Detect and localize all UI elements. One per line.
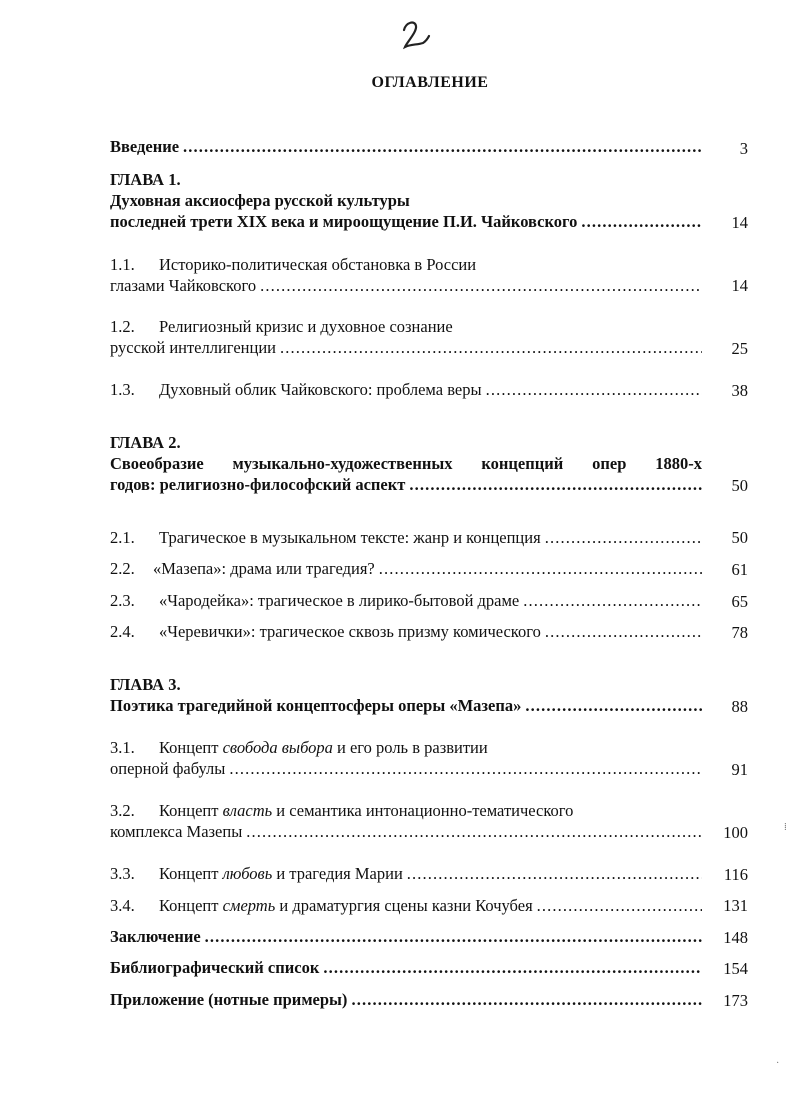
leader-dots bbox=[537, 895, 702, 917]
section-number: 2.1. bbox=[110, 528, 135, 547]
chapter2-title-line1: Своеобразие музыкально-художественных концепций опер 1880-х bbox=[110, 454, 702, 473]
section-title-cont: глазами Чайковского bbox=[110, 276, 257, 295]
leader-dots bbox=[581, 211, 702, 233]
leader-dots bbox=[323, 957, 702, 979]
section-number: 1.2. bbox=[110, 317, 135, 336]
section-prefix: Концепт bbox=[159, 896, 219, 915]
chapter1-label-text: ГЛАВА 1. bbox=[110, 170, 181, 189]
section-title: и драматургия сцены казни Кочубея bbox=[279, 896, 533, 915]
leader-dots bbox=[409, 474, 702, 496]
leader-dots bbox=[280, 337, 702, 359]
scan-speck: · bbox=[776, 1058, 780, 1069]
conclusion-page: 148 bbox=[723, 928, 748, 947]
section-1-3 bbox=[110, 379, 702, 401]
section-term: власть bbox=[222, 801, 273, 820]
chapter1-label bbox=[110, 169, 702, 191]
chapter2-page: 50 bbox=[731, 476, 748, 495]
section-term: смерть bbox=[222, 896, 276, 915]
section-number: 2.4. bbox=[110, 622, 135, 641]
handwritten-number-glyph bbox=[395, 14, 435, 54]
section-3-1-line2 bbox=[110, 758, 702, 780]
chapter3-label bbox=[110, 674, 702, 696]
section-3-4-page: 131 bbox=[723, 896, 748, 915]
leader-dots bbox=[183, 136, 702, 158]
chapter1-title-text2: последней трети XIX века и мироощущение П.И. Чайковского bbox=[110, 212, 578, 231]
leader-dots bbox=[523, 590, 702, 612]
section-title-cont: оперной фабулы bbox=[110, 759, 226, 778]
section-number: 1.3. bbox=[110, 380, 135, 399]
appendix-label: Приложение (нотные примеры) bbox=[110, 990, 348, 1009]
section-3-4 bbox=[110, 895, 702, 917]
chapter1-title-line2 bbox=[110, 211, 702, 233]
bibliography-page: 154 bbox=[723, 959, 748, 978]
toc-entry-bibliography bbox=[110, 957, 702, 979]
section-title: Историко-политическая обстановка в России bbox=[159, 255, 477, 274]
section-1-2-line1 bbox=[110, 316, 702, 338]
section-title-cont: русской интеллигенции bbox=[110, 338, 276, 357]
section-2-2-page: 61 bbox=[731, 560, 748, 579]
section-title: Религиозный кризис и духовное сознание bbox=[159, 317, 453, 336]
toc-entry-appendix bbox=[110, 989, 702, 1011]
section-1-1-line1 bbox=[110, 254, 702, 276]
section-title: и его роль в развитии bbox=[337, 738, 488, 757]
section-number: 2.2. bbox=[110, 559, 135, 578]
intro-label: Введение bbox=[110, 137, 180, 156]
section-term: любовь bbox=[222, 864, 273, 883]
section-2-2 bbox=[110, 558, 702, 580]
chapter2-title-text2: годов: религиозно-философский аспект bbox=[110, 475, 406, 494]
leader-dots bbox=[205, 926, 702, 948]
chapter3-label-text: ГЛАВА 3. bbox=[110, 675, 181, 694]
bibliography-label: Библиографический список bbox=[110, 958, 320, 977]
section-title: «Чародейка»: трагическое в лирико-бытовой драме bbox=[159, 591, 520, 610]
section-term: свобода выбора bbox=[222, 738, 333, 757]
conclusion-label: Заключение bbox=[110, 927, 201, 946]
leader-dots bbox=[246, 821, 702, 843]
chapter3-page: 88 bbox=[731, 697, 748, 716]
section-3-1-page: 91 bbox=[731, 760, 748, 779]
section-2-1 bbox=[110, 527, 702, 549]
leader-dots bbox=[229, 758, 702, 780]
section-1-1-page: 14 bbox=[731, 276, 748, 295]
section-title: и трагедия Марии bbox=[276, 864, 403, 883]
page-number-text bbox=[395, 14, 396, 15]
section-1-3-page: 38 bbox=[731, 381, 748, 400]
toc-entry-intro bbox=[110, 136, 702, 158]
section-2-4-page: 78 bbox=[731, 623, 748, 642]
section-number: 2.3. bbox=[110, 591, 135, 610]
chapter1-page: 14 bbox=[731, 213, 748, 232]
section-number: 3.2. bbox=[110, 801, 135, 820]
leader-dots bbox=[379, 558, 702, 580]
chapter2-title-line2 bbox=[110, 474, 702, 496]
chapter2-label bbox=[110, 432, 702, 454]
section-prefix: Концепт bbox=[159, 864, 219, 883]
section-3-3-page: 116 bbox=[723, 865, 748, 884]
handwritten-page-number bbox=[395, 14, 435, 54]
section-title: «Черевички»: трагическое сквозь призму комического bbox=[159, 622, 541, 641]
appendix-page: 173 bbox=[723, 991, 748, 1010]
leader-dots bbox=[407, 863, 702, 885]
leader-dots bbox=[545, 527, 702, 549]
leader-dots bbox=[486, 379, 702, 401]
section-number: 3.3. bbox=[110, 864, 135, 883]
section-title: «Мазепа»: драма или трагедия? bbox=[153, 559, 375, 578]
section-1-1-line2 bbox=[110, 275, 702, 297]
section-3-1-line1 bbox=[110, 737, 702, 759]
leader-dots bbox=[545, 621, 702, 643]
intro-page: 3 bbox=[739, 139, 748, 158]
section-title: Духовный облик Чайковского: проблема веры bbox=[159, 380, 482, 399]
section-title-cont: комплекса Мазепы bbox=[110, 822, 243, 841]
section-number: 3.4. bbox=[110, 896, 135, 915]
chapter1-title-text1: Духовная аксиосфера русской культуры bbox=[110, 191, 410, 210]
chapter2-label-text: ГЛАВА 2. bbox=[110, 433, 181, 452]
section-3-3 bbox=[110, 863, 702, 885]
section-1-2-line2 bbox=[110, 337, 702, 359]
section-2-3 bbox=[110, 590, 702, 612]
section-number: 1.1. bbox=[110, 255, 135, 274]
leader-dots bbox=[525, 695, 702, 717]
section-3-2-line1 bbox=[110, 800, 702, 822]
section-prefix: Концепт bbox=[159, 738, 219, 757]
section-3-2-line2 bbox=[110, 821, 702, 843]
section-3-2-page: 100 bbox=[723, 823, 748, 842]
section-number: 3.1. bbox=[110, 738, 135, 757]
chapter1-title-line1 bbox=[110, 190, 702, 212]
section-2-1-page: 50 bbox=[731, 528, 748, 547]
section-title: Трагическое в музыкальном тексте: жанр и концепция bbox=[159, 528, 541, 547]
section-prefix: Концепт bbox=[159, 801, 219, 820]
leader-dots bbox=[351, 989, 702, 1011]
section-2-4 bbox=[110, 621, 702, 643]
section-title: и семантика интонационно-тематического bbox=[276, 801, 574, 820]
section-1-2-page: 25 bbox=[731, 339, 748, 358]
toc-entry-conclusion bbox=[110, 926, 702, 948]
section-2-3-page: 65 bbox=[731, 592, 748, 611]
leader-dots bbox=[260, 275, 702, 297]
chapter3-title-text: Поэтика трагедийной концептосферы оперы «Мазепа» bbox=[110, 696, 522, 715]
chapter3-title bbox=[110, 695, 702, 717]
scan-speck: ⁞ bbox=[784, 822, 787, 833]
toc-heading: ОГЛАВЛЕНИЕ bbox=[371, 74, 489, 91]
